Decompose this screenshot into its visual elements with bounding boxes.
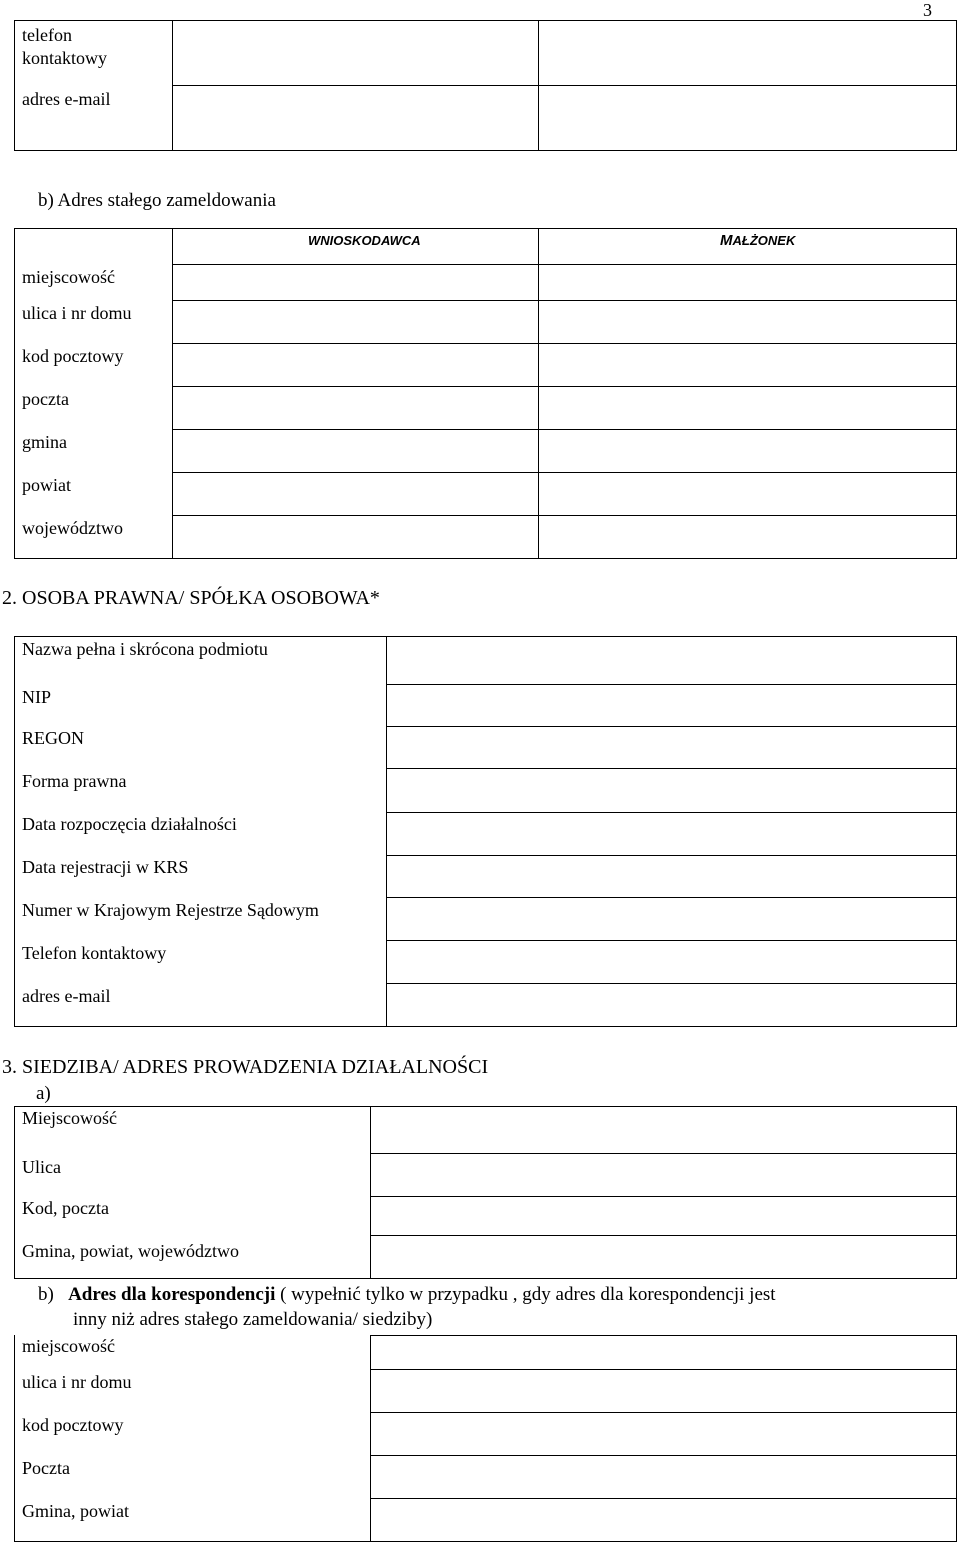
applicant-email-field[interactable] bbox=[173, 86, 538, 150]
spouse-address-fields[interactable] bbox=[539, 265, 956, 558]
row-label-regon: REGON bbox=[22, 728, 84, 748]
page-number: 3 bbox=[923, 0, 932, 20]
row-label-post-office: poczta bbox=[22, 389, 69, 409]
row-label-entity-name: Nazwa pełna i skrócona podmiotu bbox=[22, 639, 268, 659]
row-label-krs-date: Data rejestracji w KRS bbox=[22, 857, 189, 877]
row-label-corr-street: ulica i nr domu bbox=[22, 1372, 132, 1392]
row-label-voivodeship: województwo bbox=[22, 518, 123, 538]
row-label-corr-post-office: Poczta bbox=[22, 1458, 70, 1478]
row-label-county: powiat bbox=[22, 475, 71, 495]
legal-entity-fields[interactable] bbox=[387, 637, 956, 1026]
column-header-applicant: WNIOSKODAWCA bbox=[308, 233, 421, 248]
contact-email-label: adres e-mail bbox=[22, 89, 111, 109]
row-label-seat-postcode: Kod, poczta bbox=[22, 1198, 109, 1218]
row-label-seat-locality: Miejscowość bbox=[22, 1108, 117, 1128]
seat-heading: 3. SIEDZIBA/ ADRES PROWADZENIA DZIAŁALNOŚCI bbox=[2, 1056, 489, 1078]
row-label-corr-region: Gmina, powiat bbox=[22, 1501, 129, 1521]
row-label-krs-number: Numer w Krajowym Rejestrze Sądowym bbox=[22, 900, 319, 920]
permanent-address-heading: b) Adres stałego zameldowania bbox=[38, 190, 276, 211]
spouse-email-field[interactable] bbox=[539, 86, 956, 150]
row-label-commune: gmina bbox=[22, 432, 67, 452]
correspondence-bold-label: Adres dla korespondencji bbox=[68, 1284, 276, 1305]
spouse-phone-field[interactable] bbox=[539, 21, 956, 85]
applicant-phone-field[interactable] bbox=[173, 21, 538, 85]
row-label-corr-locality: miejscowość bbox=[22, 1336, 115, 1356]
row-label-corr-postcode: kod pocztowy bbox=[22, 1415, 124, 1435]
row-label-street: ulica i nr domu bbox=[22, 303, 132, 323]
row-label-locality: miejscowość bbox=[22, 267, 115, 287]
row-label-postal-code: kod pocztowy bbox=[22, 346, 124, 366]
column-header-spouse: MAŁŻONEK bbox=[720, 232, 796, 249]
correspondence-prefix: b) bbox=[38, 1284, 54, 1305]
row-label-email: adres e-mail bbox=[22, 986, 111, 1006]
seat-sub-a: a) bbox=[36, 1083, 51, 1104]
contact-phone-label: telefon kontaktowy bbox=[22, 25, 107, 68]
row-label-seat-region: Gmina, powiat, województwo bbox=[22, 1241, 239, 1261]
legal-entity-heading: 2. OSOBA PRAWNA/ SPÓŁKA OSOBOWA* bbox=[2, 587, 380, 609]
correspondence-note-line2: inny niż adres stałego zameldowania/ siedziby) bbox=[73, 1309, 433, 1330]
row-label-seat-street: Ulica bbox=[22, 1157, 61, 1177]
row-label-start-date: Data rozpoczęcia działalności bbox=[22, 814, 237, 834]
row-label-phone: Telefon kontaktowy bbox=[22, 943, 167, 963]
applicant-address-fields[interactable] bbox=[173, 265, 538, 558]
correspondence-note-line1: ( wypełnić tylko w przypadku , gdy adres dla korespondencji jest bbox=[275, 1284, 776, 1305]
row-label-legal-form: Forma prawna bbox=[22, 771, 127, 791]
seat-fields[interactable] bbox=[371, 1107, 956, 1278]
correspondence-fields[interactable] bbox=[371, 1336, 956, 1541]
row-label-nip: NIP bbox=[22, 687, 52, 707]
correspondence-heading bbox=[38, 1284, 776, 1306]
